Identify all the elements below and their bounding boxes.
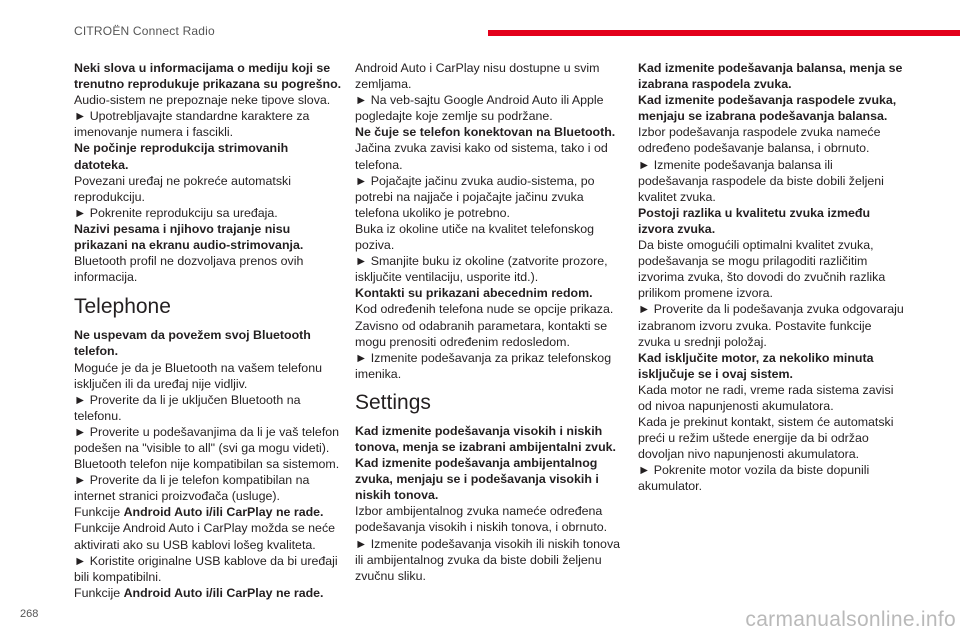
header-accent-bar: [488, 30, 960, 36]
body-paragraph: ► Pojačajte jačinu zvuka audio-sistema, po potrebi na najjače i pojačajte jačinu zvuka telefona ukoliko je potrebno.: [355, 173, 595, 220]
body-paragraph: Jačina zvuka zavisi kako od sistema, tako i od telefona.: [355, 141, 608, 172]
body-paragraph: Izbor ambijentalnog zvuka nameće određena podešavanja visokih i niskih tonova, i obrnuto.: [355, 504, 608, 535]
watermark: carmanualsonline.info: [745, 608, 956, 631]
question-heading: Postoji razlika u kvalitetu zvuka između izvora zvuka.: [638, 205, 871, 236]
body-paragraph: ► Upotrebljavajte standardne karaktere za imenovanje numera i fascikli.: [74, 109, 310, 140]
body-paragraph: Bluetooth profil ne dozvoljava prenos ovih informacija.: [74, 254, 304, 285]
text-column-2: [355, 60, 623, 584]
question-heading: Neki slova u informacijama o mediju koji se trenutno reprodukuje prikazana su pogrešno.: [74, 61, 342, 92]
body-paragraph: ► Pokrenite reprodukciju sa uređaja.: [74, 205, 278, 220]
question-heading: Kad izmenite podešavanja visokih i niskih tonova, menja se izabrani ambijentalni zvuk.: [355, 423, 616, 454]
body-paragraph: ► Na veb-sajtu Google Android Auto ili Apple pogledajte koje zemlje su podržane.: [355, 93, 604, 124]
body-paragraph: ► Smanjite buku iz okoline (zatvorite prozore, isključite ventilaciju, usporite itd.).: [355, 254, 608, 285]
mixed-paragraph: [74, 585, 342, 601]
question-heading: Ne uspevam da povežem svoj Bluetooth telefon.: [74, 328, 311, 359]
text-column-1: [74, 60, 342, 601]
question-heading: Nazivi pesama i njihovo trajanje nisu prikazani na ekranu audio-strimovanja.: [74, 221, 304, 253]
body-paragraph: Android Auto i CarPlay nisu dostupne u svim zemljama.: [355, 61, 600, 92]
question-heading: Kad izmenite podešavanja balansa, menja se izabrana raspodela zvuka.: [638, 61, 903, 92]
running-header-title: CITROËN Connect Radio: [74, 24, 215, 38]
paragraph-bold-part: Android Auto i/ili CarPlay ne rade.: [123, 585, 324, 600]
body-paragraph: ► Izmenite podešavanja balansa ili podešavanja raspodele da biste dobili željeni kvalitet zvuka.: [638, 157, 884, 204]
body-paragraph: ► Koristite originalne USB kablove da bi uređaji bili kompatibilni.: [74, 553, 338, 584]
section-heading: Settings: [355, 390, 431, 414]
body-paragraph: ► Izmenite podešavanja visokih ili niskih tonova ili ambijentalnog zvuka da biste dobili željenu zvučnu sliku.: [355, 536, 621, 583]
body-paragraph: Kod određenih telefona nude se opcije prikaza. Zavisno od odabranih parametara, kontakti se mogu prenositi određenim redosledom.: [355, 302, 614, 349]
body-paragraph: Kada je prekinut kontakt, sistem će automatski preći u režim uštede energije da bi održao dovoljan nivo napunjenosti akumulatora.: [638, 415, 894, 462]
question-heading: Kad izmenite podešavanja ambijentalnog zvuka, menjaju se i podešavanja visokih i niskih tonova.: [355, 456, 599, 503]
section-heading: Telephone: [74, 295, 171, 319]
body-paragraph: ► Proverite da li podešavanja zvuka odgovaraju izabranom izvoru zvuka. Postavite funkcije zvuka u srednji položaj.: [638, 302, 904, 349]
paragraph-bold-part: Android Auto i/ili CarPlay ne rade.: [123, 505, 324, 520]
mixed-paragraph: [74, 504, 342, 520]
body-paragraph: ► Pokrenite motor vozila da biste dopunili akumulator.: [638, 463, 870, 494]
question-heading: Kad isključite motor, za nekoliko minuta isključuje se i ovaj sistem.: [638, 350, 874, 381]
body-paragraph: Buka iz okoline utiče na kvalitet telefonskog poziva.: [355, 221, 595, 253]
question-heading: Kontakti su prikazani abecednim redom.: [355, 286, 593, 301]
body-paragraph: ► Proverite u podešavanjima da li je vaš telefon podešen na "visible to all" (svi ga mogu videti).: [74, 424, 340, 455]
body-paragraph: Moguće je da je Bluetooth na vašem telefonu isključen ili da uređaj nije vidljiv.: [74, 360, 322, 391]
body-paragraph: Bluetooth telefon nije kompatibilan sa sistemom.: [74, 457, 340, 472]
body-paragraph: Audio-sistem ne prepoznaje neke tipove slova.: [74, 93, 331, 108]
body-paragraph: Kada motor ne radi, vreme rada sistema zavisi od nivoa napunjenosti akumulatora.: [638, 382, 894, 413]
body-paragraph: Da biste omogućili optimalni kvalitet zvuka, podešavanja se mogu prilagoditi različitim izvorima zvuka, što dovodi do zvučnih razlika prilikom promene izvora.: [638, 238, 886, 301]
question-heading: Ne čuje se telefon konektovan na Bluetooth.: [355, 125, 616, 140]
page-number: 268: [20, 608, 39, 620]
paragraph-prefix: Funkcije: [74, 585, 124, 600]
question-heading: Ne počinje reprodukcija strimovanih datoteka.: [74, 141, 289, 172]
body-paragraph: ► Izmenite podešavanja za prikaz telefonskog imenika.: [355, 350, 612, 381]
question-heading: Kad izmenite podešavanja raspodele zvuka, menjaju se izabrana podešavanja balansa.: [638, 93, 897, 124]
body-paragraph: Izbor podešavanja raspodele zvuka nameće određeno podešavanje balansa, i obrnuto.: [638, 125, 881, 156]
body-paragraph: Povezani uređaj ne pokreće automatski reprodukciju.: [74, 173, 291, 204]
body-paragraph: ► Proverite da li je telefon kompatibilan na internet stranici proizvođača (usluge).: [74, 473, 310, 504]
body-paragraph: ► Proverite da li je uključen Bluetooth na telefonu.: [74, 392, 301, 423]
body-paragraph: Funkcije Android Auto i CarPlay možda se neće aktivirati ako su USB kablovi lošeg kvaliteta.: [74, 521, 336, 552]
text-column-3: [638, 60, 906, 495]
paragraph-prefix: Funkcije: [74, 505, 124, 520]
